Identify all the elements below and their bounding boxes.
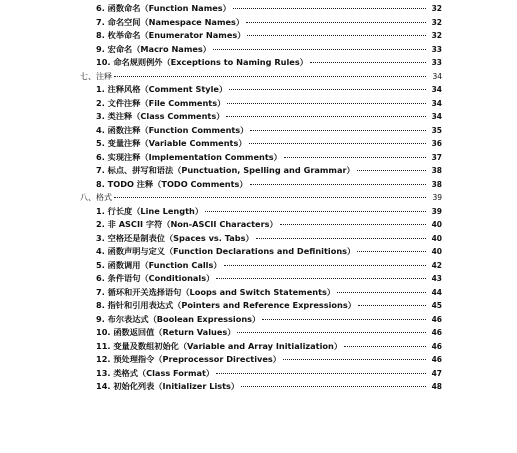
toc-section-entry[interactable] (0, 2, 517, 16)
toc-page-number: 32 (431, 4, 442, 13)
toc-page-number: 46 (431, 355, 442, 364)
toc-section-entry[interactable] (0, 367, 517, 381)
toc-page-number: 39 (432, 193, 442, 202)
toc-section-entry[interactable] (0, 286, 517, 300)
toc-page-number: 34 (432, 71, 442, 81)
dot-leader (229, 89, 426, 90)
dot-leader (249, 143, 426, 144)
toc-section-entry[interactable] (0, 205, 517, 219)
toc-entry-title: 1. 行长度（Line Length） (96, 205, 204, 216)
toc-section-entry[interactable] (0, 43, 517, 57)
toc-section-entry[interactable] (0, 16, 517, 30)
table-of-contents (0, 2, 517, 394)
toc-entry-title: 4. 函数注释（Function Comments） (96, 124, 249, 135)
toc-page-number: 46 (431, 341, 442, 351)
toc-entry-title: 6. 实现注释（Implementation Comments） (96, 151, 282, 162)
toc-entry-title: 11. 变量及数组初始化（Variable and Array Initialization） (96, 340, 343, 351)
toc-section-entry[interactable] (0, 56, 517, 70)
dot-leader (213, 49, 426, 50)
toc-entry-title: 七、注释 (80, 71, 112, 81)
dot-leader (357, 170, 426, 171)
toc-page-number: 37 (431, 152, 442, 162)
toc-entry-title: 8. 指针和引用表达式（Pointers and Reference Expressions） (96, 300, 356, 310)
toc-section-entry[interactable] (0, 326, 517, 340)
toc-section-entry[interactable] (0, 340, 517, 354)
toc-page-number: 38 (431, 166, 442, 175)
toc-entry-title: 2. 非 ASCII 字符（Non-ASCII Characters） (96, 219, 278, 229)
toc-entry-title: 7. 循环和开关选择语句（Loops and Switch Statements） (96, 286, 336, 297)
toc-section-entry[interactable] (0, 83, 517, 97)
toc-section-entry[interactable] (0, 272, 517, 286)
toc-page-number: 45 (431, 301, 442, 310)
dot-leader (226, 116, 426, 117)
dot-leader (114, 197, 426, 198)
toc-entry-title: 12. 预处理指令（Preprocessor Directives） (96, 354, 281, 364)
toc-entry-title: 八、格式 (80, 193, 112, 202)
dot-leader (216, 278, 426, 279)
toc-section-entry[interactable] (0, 245, 517, 259)
toc-section-entry[interactable] (0, 29, 517, 43)
toc-section-entry[interactable] (0, 353, 517, 367)
toc-section-entry[interactable] (0, 124, 517, 138)
dot-leader (250, 184, 426, 185)
toc-section-entry[interactable] (0, 232, 517, 246)
toc-section-entry[interactable] (0, 178, 517, 192)
toc-entry-title: 7. 命名空间（Namespace Names） (96, 16, 245, 27)
toc-page-number: 40 (431, 247, 442, 256)
toc-page-number: 34 (431, 85, 442, 94)
toc-chapter-entry[interactable] (0, 70, 517, 84)
dot-leader (357, 251, 426, 252)
dot-leader (114, 76, 426, 77)
toc-page-number: 34 (431, 98, 442, 108)
toc-entry-title: 3. 空格还是制表位（Spaces vs. Tabs） (96, 232, 254, 243)
toc-chapter-entry[interactable] (0, 191, 517, 205)
toc-entry-title: 4. 函数声明与定义（Function Declarations and Definitions） (96, 246, 356, 256)
dot-leader (237, 332, 426, 333)
toc-section-entry[interactable] (0, 218, 517, 232)
toc-page-number: 34 (431, 112, 442, 121)
dot-leader (216, 373, 426, 374)
toc-page-number: 46 (431, 328, 442, 337)
toc-section-entry[interactable] (0, 151, 517, 165)
toc-entry-title: 13. 类格式（Class Format） (96, 367, 215, 378)
dot-leader (233, 8, 426, 9)
toc-section-entry[interactable] (0, 313, 517, 327)
toc-page-number: 40 (431, 233, 442, 243)
toc-entry-title: 2. 文件注释（File Comments） (96, 97, 226, 108)
toc-page-number: 35 (431, 125, 442, 135)
toc-entry-title: 7. 标点、拼写和语法（Punctuation, Spelling and Grammar） (96, 165, 355, 175)
toc-section-entry[interactable] (0, 259, 517, 273)
toc-entry-title: 5. 函数调用（Function Calls） (96, 259, 222, 270)
toc-page-number: 33 (431, 44, 442, 54)
toc-entry-title: 6. 条件语句（Conditionals） (96, 273, 215, 283)
toc-section-entry[interactable] (0, 164, 517, 178)
toc-entry-title: 9. 宏命名（Macro Names） (96, 43, 211, 54)
toc-entry-title: 14. 初始化列表（Initializer Lists） (96, 381, 240, 391)
toc-page-number: 32 (431, 17, 442, 27)
dot-leader (284, 157, 426, 158)
toc-page-number: 46 (431, 314, 442, 324)
toc-entry-title: 1. 注释风格（Comment Style） (96, 84, 228, 94)
toc-page-number: 42 (431, 260, 442, 270)
toc-section-entry[interactable] (0, 380, 517, 394)
dot-leader (262, 319, 426, 320)
dot-leader (358, 305, 426, 306)
toc-section-entry[interactable] (0, 299, 517, 313)
toc-section-entry[interactable] (0, 97, 517, 111)
toc-page-number: 44 (431, 287, 442, 297)
toc-entry-title: 10. 命名规则例外（Exceptions to Naming Rules） (96, 57, 308, 67)
toc-page-number: 38 (431, 179, 442, 189)
dot-leader (280, 224, 426, 225)
toc-page-number: 48 (431, 382, 442, 391)
toc-page-number: 47 (431, 368, 442, 378)
toc-section-entry[interactable] (0, 110, 517, 124)
dot-leader (344, 346, 426, 347)
toc-page-number: 36 (431, 139, 442, 148)
toc-entry-title: 5. 变量注释（Variable Comments） (96, 138, 247, 148)
dot-leader (337, 292, 426, 293)
toc-entry-title: 8. TODO 注释（TODO Comments） (96, 178, 248, 189)
dot-leader (205, 211, 426, 212)
toc-section-entry[interactable] (0, 137, 517, 151)
dot-leader (247, 35, 426, 36)
toc-entry-title: 6. 函数命名（Function Names） (96, 3, 231, 13)
toc-page-number: 33 (431, 58, 442, 67)
toc-entry-title: 9. 布尔表达式（Boolean Expressions） (96, 313, 261, 324)
dot-leader (256, 238, 426, 239)
dot-leader (250, 130, 426, 131)
dot-leader (310, 62, 426, 63)
dot-leader (283, 359, 426, 360)
dot-leader (241, 386, 426, 387)
toc-page-number: 32 (431, 31, 442, 40)
toc-entry-title: 8. 枚举命名（Enumerator Names） (96, 30, 246, 40)
dot-leader (227, 103, 426, 104)
dot-leader (224, 265, 426, 266)
toc-entry-title: 10. 函数返回值（Return Values） (96, 327, 236, 337)
toc-page-number: 43 (431, 274, 442, 283)
dot-leader (246, 22, 426, 23)
toc-entry-title: 3. 类注释（Class Comments） (96, 111, 225, 121)
toc-page-number: 39 (431, 206, 442, 216)
toc-page-number: 40 (431, 220, 442, 229)
